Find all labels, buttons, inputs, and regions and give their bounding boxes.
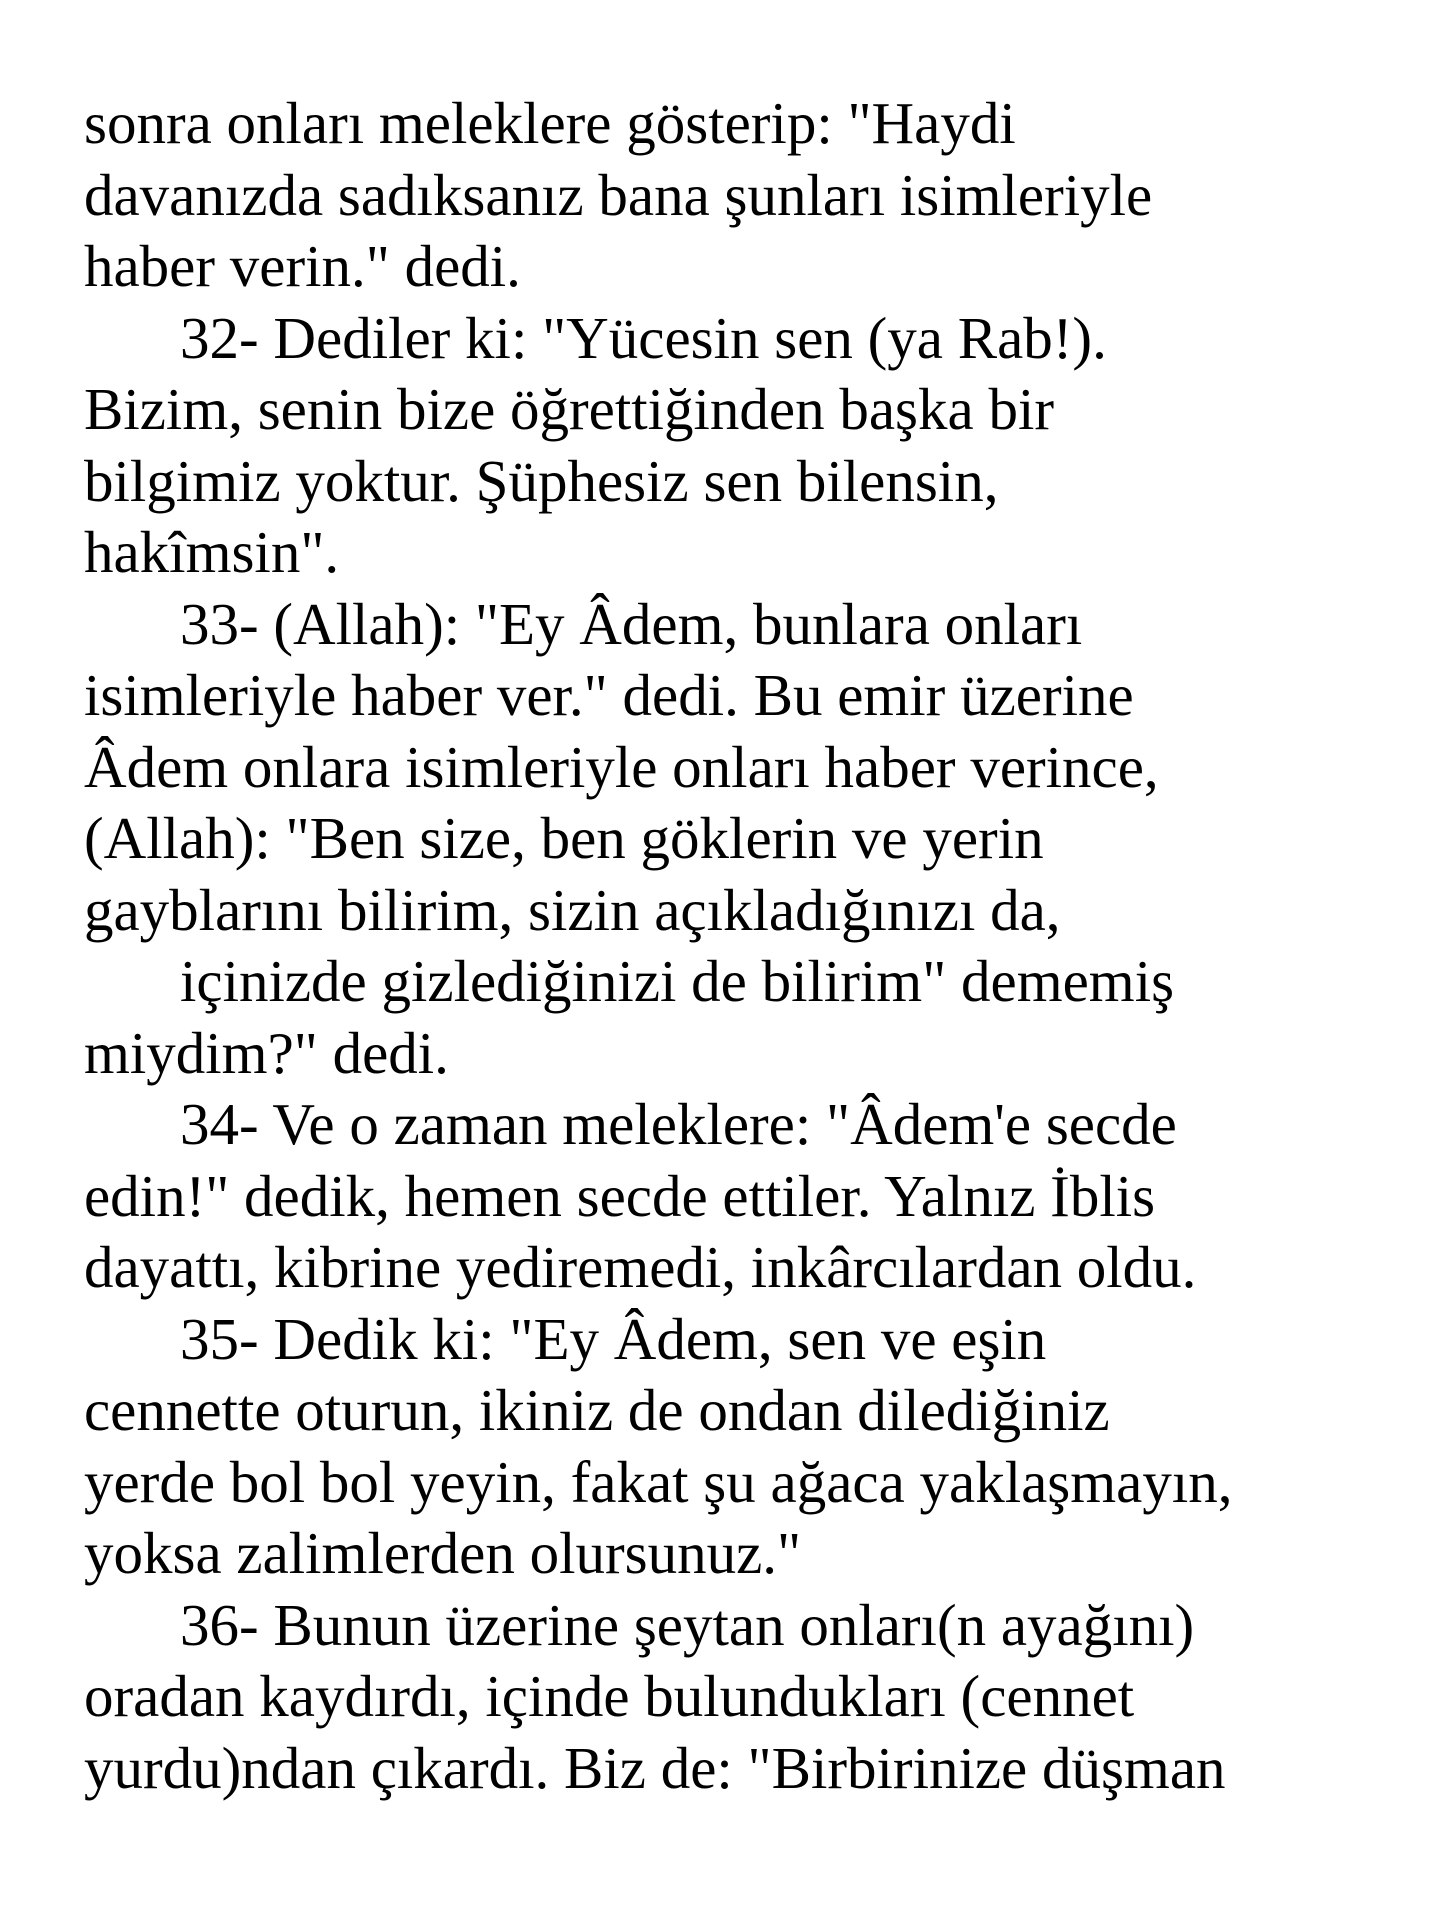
text-line: haber verin." dedi. (84, 233, 521, 299)
document-page (84, 88, 1404, 1804)
text-line-indented: içinizde gizlediğinizi de bilirim" dememiş (180, 948, 1175, 1014)
text-line: isimleriyle haber ver." dedi. Bu emir üzerine (84, 662, 1134, 728)
text-line: gayblarını bilirim, sizin açıkladığınızı da, (84, 876, 1061, 943)
text-line: oradan kaydırdı, içinde bulundukları (cennet (84, 1663, 1135, 1729)
text-line: edin!" dedik, hemen secde ettiler. Yalnız İblis (84, 1162, 1156, 1229)
text-line: (Allah): "Ben size, ben göklerin ve yerin (84, 805, 1044, 871)
text-line: dayattı, kibrine yediremedi, inkârcılardan oldu. (84, 1234, 1197, 1300)
text-line: Bizim, senin bize öğrettiğinden başka bir (84, 376, 1054, 442)
text-line: miydim?" dedi. (84, 1019, 449, 1086)
text-line: yoksa zalimlerden olursunuz." (84, 1520, 802, 1586)
text-line: yurdu)ndan çıkardı. Biz de: "Birbirinize düşman (84, 1734, 1226, 1801)
text-line: cennette oturun, ikiniz de ondan dilediğiniz (84, 1377, 1110, 1443)
text-line: sonra onları meleklere gösterip: "Haydi (84, 90, 1016, 156)
text-line: Âdem onlara isimleriyle onları haber verince, (84, 733, 1159, 800)
verse-35-start: 35- Dedik ki: "Ey Âdem, sen ve eşin (180, 1305, 1047, 1372)
text-line: davanızda sadıksanız bana şunları isimleriyle (84, 161, 1153, 228)
verse-36-start: 36- Bunun üzerine şeytan onları(n ayağını) (180, 1591, 1195, 1658)
text-line: bilgimiz yoktur. Şüphesiz sen bilensin, (84, 447, 999, 514)
text-line: yerde bol bol yeyin, fakat şu ağaca yaklaşmayın, (84, 1448, 1233, 1515)
verse-33-start: 33- (Allah): "Ey Âdem, bunlara onları (180, 590, 1083, 657)
verse-32-start: 32- Dediler ki: "Yücesin sen (ya Rab!). (180, 304, 1107, 371)
verse-34-start: 34- Ve o zaman meleklere: "Âdem'e secde (180, 1091, 1177, 1157)
text-line: hakîmsin". (84, 519, 340, 585)
